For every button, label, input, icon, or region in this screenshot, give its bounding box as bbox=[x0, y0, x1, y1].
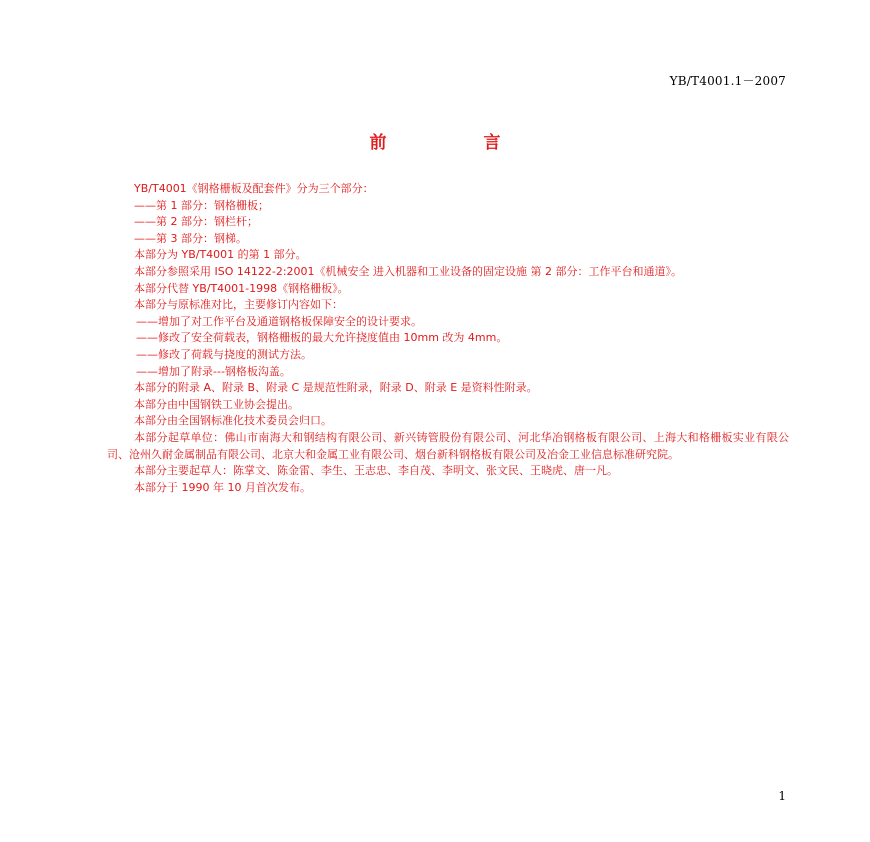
page-number: 1 bbox=[778, 789, 786, 803]
paragraph-replaces: 本部分代替 YB/T4001-1998《钢格栅板》。 bbox=[134, 281, 349, 295]
list-item-part-2: ——第 2 部分：钢栏杆； bbox=[134, 215, 258, 229]
list-item-revision-3: ——修改了荷载与挠度的测试方法。 bbox=[136, 347, 312, 361]
list-item-part-1: ——第 1 部分：钢格栅板； bbox=[134, 198, 269, 212]
paragraph-appendices: 本部分的附录 A、附录 B、附录 C 是规范性附录，附录 D、附录 E 是资料性附录。 bbox=[134, 381, 538, 395]
paragraph-proposed-by: 本部分由中国钢铁工业协会提出。 bbox=[134, 397, 299, 411]
list-item-revision-1: ——增加了对工作平台及通道钢格板保障安全的设计要求。 bbox=[136, 314, 422, 328]
document-code: YB/T4001.1－2007 bbox=[669, 74, 786, 88]
paragraph-reference-standard: 本部分参照采用 ISO 14122-2:2001《机械安全 进入机器和工业设备的固定设施 第 2 部分：工作平台和通道》。 bbox=[134, 264, 683, 278]
foreword-body bbox=[107, 181, 789, 496]
paragraph-part-statement: 本部分为 YB/T4001 的第 1 部分。 bbox=[134, 248, 307, 262]
paragraph-structure-intro: YB/T4001《钢格栅板及配套件》分为三个部分： bbox=[134, 182, 374, 195]
page-title: 前 言 bbox=[369, 133, 541, 153]
paragraph-drafters: 本部分主要起草人：陈掌文、陈金雷、李生、王志忠、李自茂、李明文、张文民、王晓虎、唐一凡。 bbox=[134, 464, 618, 478]
paragraph-revision-intro: 本部分与原标准对比，主要修订内容如下： bbox=[134, 298, 343, 312]
list-item-revision-4: ——增加了附录---钢格板沟盖。 bbox=[136, 364, 291, 378]
paragraph-first-release: 本部分于 1990 年 10 月首次发布。 bbox=[134, 480, 311, 494]
paragraph-managed-by: 本部分由全国钢标准化技术委员会归口。 bbox=[134, 414, 332, 428]
list-item-part-3: ——第 3 部分：钢梯。 bbox=[134, 231, 247, 245]
paragraph-drafting-units: 本部分起草单位：佛山市南海大和钢结构有限公司、新兴铸管股份有限公司、河北华冶钢格板有限公司、上海大和格栅板实业有限公司、沧州久耐金属制品有限公司、北京大和金属工业有限公司、烟台新科钢格板有限公司及冶金工业信息标准研究院。 bbox=[107, 430, 789, 461]
list-item-revision-2: ——修改了安全荷载表，钢格栅板的最大允许挠度值由 10mm 改为 4mm。 bbox=[136, 331, 508, 345]
